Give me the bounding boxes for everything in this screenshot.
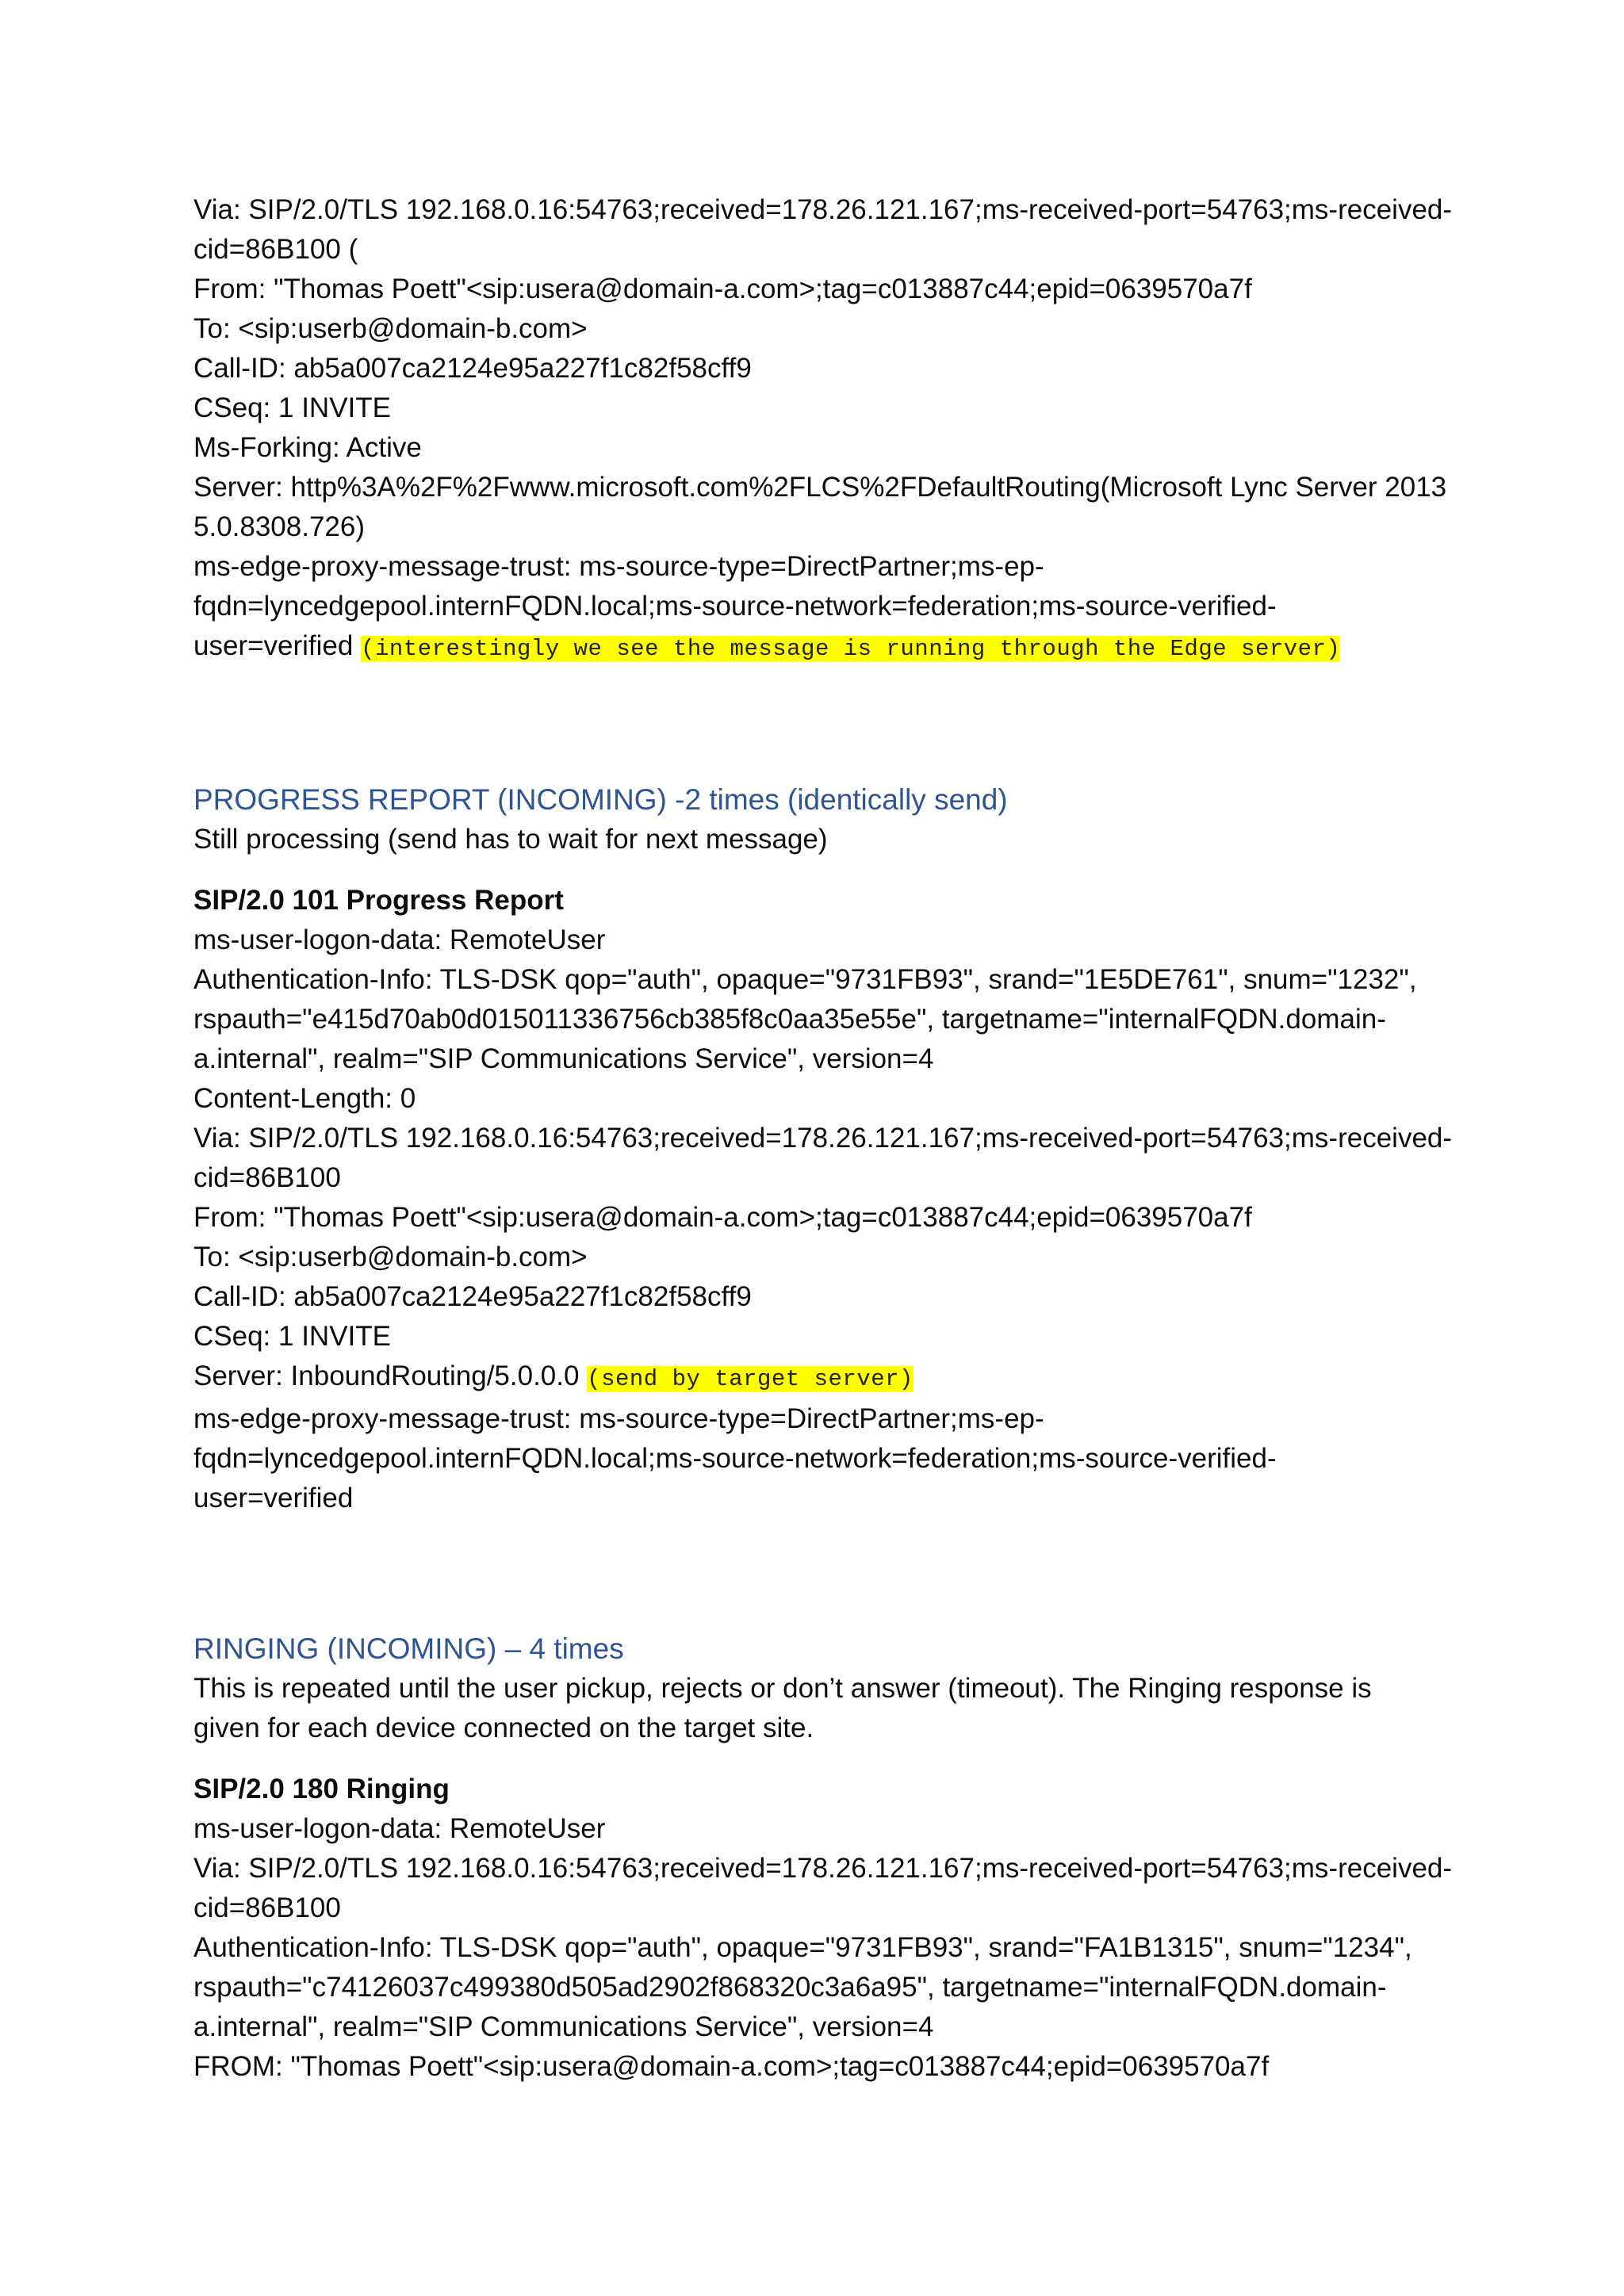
header-line-with-note [193,1357,1526,1399]
header-line: Via: SIP/2.0/TLS 192.168.0.16:54763;received=178.26.121.167;ms-received-port=54763;ms-received- [193,1853,1453,1884]
header-line: rspauth="c74126037c499380d505ad2902f868320c3a6a95", targetname="internalFQDN.domain- [193,1972,1387,2003]
header-line: Content-Length: 0 [193,1083,416,1114]
header-line: Authentication-Info: TLS-DSK qop="auth", opaque="9731FB93", srand="1E5DE761", snum="1232", [193,964,1417,995]
header-line: rspauth="e415d70ab0d015011336756cb385f8c0aa35e55e", targetname="internalFQDN.domain- [193,1004,1386,1035]
header-line: ms-user-logon-data: RemoteUser [193,1813,606,1844]
section-description: Still processing (send has to wait for next message) [193,824,828,855]
section-heading: RINGING (INCOMING) – 4 times [193,1632,624,1665]
header-line: fqdn=lyncedgepool.internFQDN.local;ms-source-network=federation;ms-source-verified- [193,591,1277,622]
header-line: cid=86B100 [193,1892,341,1923]
header-line: user=verified [193,1483,354,1513]
header-line: ms-user-logon-data: RemoteUser [193,924,606,955]
header-line: FROM: "Thomas Poett"<sip:usera@domain-a.com>;tag=c013887c44;epid=0639570a7f [193,2051,1270,2082]
header-line: Authentication-Info: TLS-DSK qop="auth", opaque="9731FB93", srand="FA1B1315", snum="1234", [193,1932,1412,1963]
header-line: a.internal", realm="SIP Communications Service", version=4 [193,2011,934,2042]
top-sip-header-block [193,190,1526,669]
header-line: fqdn=lyncedgepool.internFQDN.local;ms-source-network=federation;ms-source-verified- [193,1443,1277,1474]
header-text: Server: InboundRouting/5.0.0.0 [193,1360,588,1391]
header-line: ms-edge-proxy-message-trust: ms-source-type=DirectPartner;ms-ep- [193,551,1044,582]
header-line: To: <sip:userb@domain-b.com> [193,1242,588,1272]
header-line: 5.0.8308.726) [193,511,366,542]
header-line: cid=86B100 ( [193,234,358,265]
header-line: Server: http%3A%2F%2Fwww.microsoft.com%2FLCS%2FDefaultRouting(Microsoft Lync Server 2013 [193,472,1447,503]
progress-report-section [193,780,1526,1518]
sip-status-line: SIP/2.0 101 Progress Report [193,885,564,916]
header-line: Ms-Forking: Active [193,432,422,463]
header-line: To: <sip:userb@domain-b.com> [193,313,588,344]
document-content [193,190,1526,2087]
header-line: ms-edge-proxy-message-trust: ms-source-type=DirectPartner;ms-ep- [193,1403,1044,1434]
header-line: cid=86B100 [193,1162,341,1193]
header-line: CSeq: 1 INVITE [193,392,391,423]
header-line: Call-ID: ab5a007ca2124e95a227f1c82f58cff9 [193,1281,752,1312]
sip-status-line: SIP/2.0 180 Ringing [193,1774,450,1804]
highlighted-note: (interestingly we see the message is running through the Edge server) [361,636,1341,662]
ringing-section [193,1629,1526,2087]
header-line: CSeq: 1 INVITE [193,1321,391,1352]
header-line: Call-ID: ab5a007ca2124e95a227f1c82f58cff9 [193,353,752,384]
header-line: a.internal", realm="SIP Communications Service", version=4 [193,1043,934,1074]
section-description: This is repeated until the user pickup, rejects or don’t answer (timeout). The Ringing response is [193,1673,1372,1704]
header-line: Via: SIP/2.0/TLS 192.168.0.16:54763;received=178.26.121.167;ms-received-port=54763;ms-received- [193,1123,1453,1154]
section-description: given for each device connected on the target site. [193,1712,814,1743]
section-heading: PROGRESS REPORT (INCOMING) -2 times (identically send) [193,783,1008,816]
highlighted-note: (send by target server) [587,1366,914,1392]
header-line-with-note [193,626,1526,669]
header-line: From: "Thomas Poett"<sip:usera@domain-a.com>;tag=c013887c44;epid=0639570a7f [193,274,1252,304]
header-text: user=verified [193,630,362,661]
header-line: Via: SIP/2.0/TLS 192.168.0.16:54763;received=178.26.121.167;ms-received-port=54763;ms-received- [193,194,1453,225]
header-line: From: "Thomas Poett"<sip:usera@domain-a.com>;tag=c013887c44;epid=0639570a7f [193,1202,1252,1233]
